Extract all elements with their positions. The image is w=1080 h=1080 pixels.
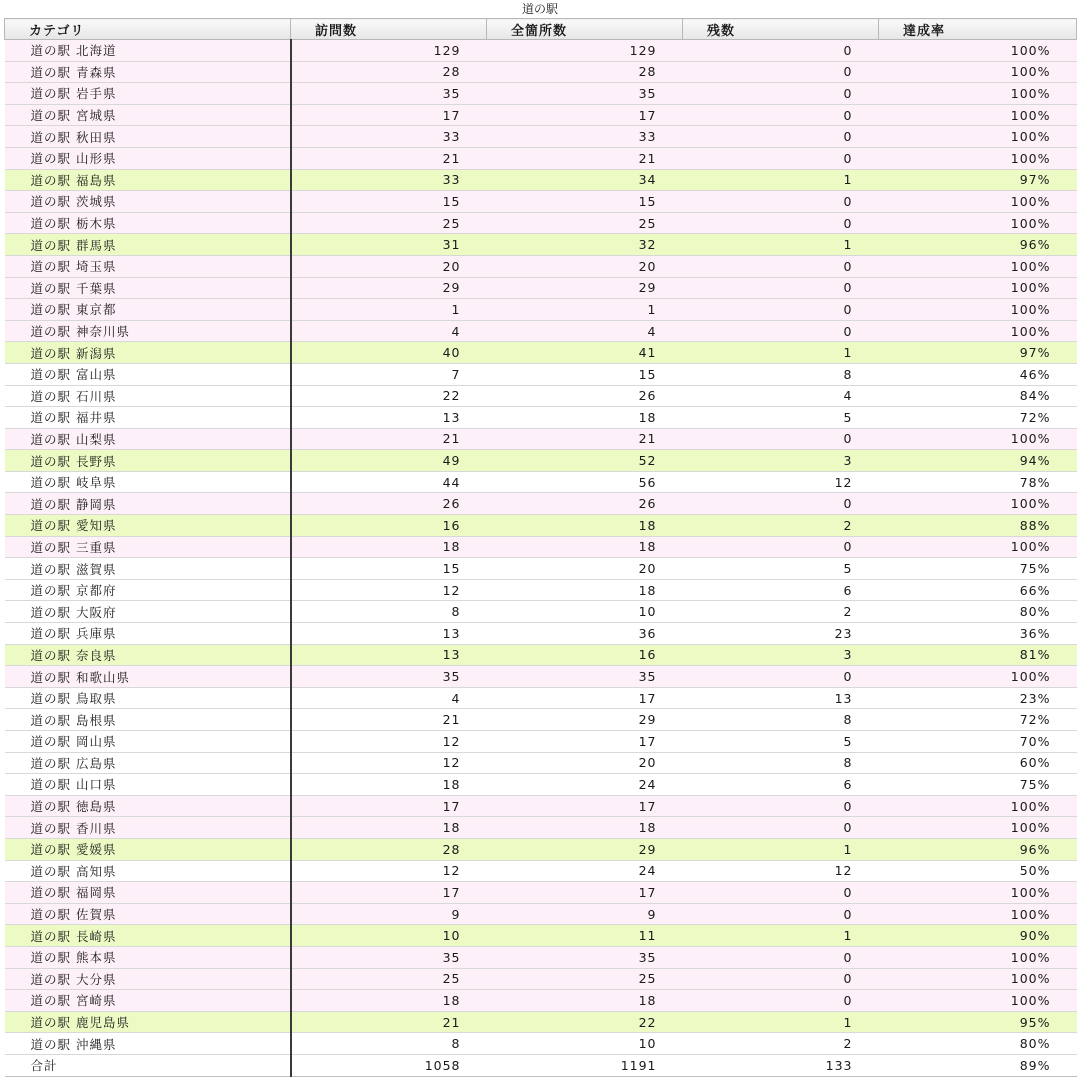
row-visited-cell: 12: [291, 731, 487, 753]
table-row: [5, 623, 1077, 645]
row-visited-cell: 8: [291, 601, 487, 623]
row-remaining-cell: 0: [683, 147, 879, 169]
row-category-cell: 道の駅 山口県: [5, 774, 291, 796]
row-remaining-cell: 0: [683, 299, 879, 321]
table-row: [5, 450, 1077, 472]
table-row: [5, 536, 1077, 558]
row-rate-cell: 60%: [879, 752, 1077, 774]
row-category-cell: 道の駅 広島県: [5, 752, 291, 774]
row-rate-cell: 46%: [879, 363, 1077, 385]
row-rate-cell: 97%: [879, 169, 1077, 191]
row-remaining-cell: 0: [683, 320, 879, 342]
row-visited-cell: 7: [291, 363, 487, 385]
table-row: [5, 191, 1077, 213]
row-rate-cell: 36%: [879, 623, 1077, 645]
row-remaining-cell: 1: [683, 838, 879, 860]
table-row: [5, 579, 1077, 601]
row-visited-cell: 29: [291, 277, 487, 299]
table-row: [5, 277, 1077, 299]
row-rate-cell: 97%: [879, 342, 1077, 364]
row-total-cell: 17: [487, 104, 683, 126]
row-visited-cell: 21: [291, 147, 487, 169]
row-total-cell: 36: [487, 623, 683, 645]
row-category-cell: 道の駅 東京都: [5, 299, 291, 321]
row-remaining-cell: 133: [683, 1054, 879, 1076]
row-visited-cell: 17: [291, 882, 487, 904]
table-row: [5, 795, 1077, 817]
row-rate-cell: 100%: [879, 428, 1077, 450]
row-remaining-cell: 5: [683, 407, 879, 429]
row-visited-cell: 18: [291, 990, 487, 1012]
table-row: [5, 126, 1077, 148]
row-visited-cell: 10: [291, 925, 487, 947]
row-remaining-cell: 0: [683, 536, 879, 558]
row-rate-cell: 100%: [879, 795, 1077, 817]
row-remaining-cell: 8: [683, 709, 879, 731]
table-body: [5, 40, 1077, 1077]
row-rate-cell: 100%: [879, 255, 1077, 277]
row-remaining-cell: 1: [683, 169, 879, 191]
row-visited-cell: 26: [291, 493, 487, 515]
row-rate-cell: 100%: [879, 817, 1077, 839]
row-visited-cell: 15: [291, 191, 487, 213]
row-total-cell: 21: [487, 147, 683, 169]
row-total-cell: 18: [487, 579, 683, 601]
row-category-cell: 道の駅 静岡県: [5, 493, 291, 515]
row-remaining-cell: 0: [683, 493, 879, 515]
row-visited-cell: 21: [291, 428, 487, 450]
row-rate-cell: 23%: [879, 687, 1077, 709]
table-row: [5, 687, 1077, 709]
table-row: [5, 903, 1077, 925]
row-category-cell: 道の駅 秋田県: [5, 126, 291, 148]
row-visited-cell: 4: [291, 320, 487, 342]
row-remaining-cell: 0: [683, 191, 879, 213]
row-total-cell: 20: [487, 752, 683, 774]
row-category-cell: 道の駅 埼玉県: [5, 255, 291, 277]
row-total-cell: 17: [487, 882, 683, 904]
row-rate-cell: 81%: [879, 644, 1077, 666]
stats-table: [4, 18, 1077, 1077]
row-category-cell: 道の駅 三重県: [5, 536, 291, 558]
row-category-cell: 道の駅 島根県: [5, 709, 291, 731]
row-remaining-cell: 6: [683, 579, 879, 601]
row-rate-cell: 100%: [879, 666, 1077, 688]
row-rate-cell: 75%: [879, 774, 1077, 796]
table-row: [5, 255, 1077, 277]
row-rate-cell: 100%: [879, 212, 1077, 234]
row-remaining-cell: 5: [683, 731, 879, 753]
row-total-cell: 4: [487, 320, 683, 342]
row-category-cell: 道の駅 香川県: [5, 817, 291, 839]
row-total-cell: 35: [487, 666, 683, 688]
table-row: [5, 968, 1077, 990]
table-row: [5, 471, 1077, 493]
table-row: [5, 644, 1077, 666]
row-remaining-cell: 0: [683, 903, 879, 925]
row-category-cell: 道の駅 愛知県: [5, 515, 291, 537]
row-remaining-cell: 0: [683, 817, 879, 839]
row-remaining-cell: 1: [683, 925, 879, 947]
row-total-cell: 10: [487, 1033, 683, 1055]
row-category-cell: 道の駅 宮崎県: [5, 990, 291, 1012]
row-visited-cell: 18: [291, 774, 487, 796]
row-visited-cell: 17: [291, 795, 487, 817]
table-row: [5, 169, 1077, 191]
row-rate-cell: 100%: [879, 277, 1077, 299]
row-rate-cell: 95%: [879, 1011, 1077, 1033]
total-row: [5, 1054, 1077, 1076]
row-category-cell: 道の駅 青森県: [5, 61, 291, 83]
row-total-cell: 41: [487, 342, 683, 364]
row-remaining-cell: 0: [683, 126, 879, 148]
row-category-cell: 道の駅 茨城県: [5, 191, 291, 213]
row-visited-cell: 16: [291, 515, 487, 537]
row-visited-cell: 12: [291, 860, 487, 882]
row-category-cell: 道の駅 沖縄県: [5, 1033, 291, 1055]
row-remaining-cell: 23: [683, 623, 879, 645]
row-rate-cell: 88%: [879, 515, 1077, 537]
row-visited-cell: 35: [291, 666, 487, 688]
row-rate-cell: 100%: [879, 299, 1077, 321]
row-category-cell: 道の駅 栃木県: [5, 212, 291, 234]
row-rate-cell: 66%: [879, 579, 1077, 601]
row-visited-cell: 15: [291, 558, 487, 580]
row-rate-cell: 100%: [879, 536, 1077, 558]
table-row: [5, 299, 1077, 321]
row-visited-cell: 21: [291, 1011, 487, 1033]
row-remaining-cell: 2: [683, 1033, 879, 1055]
row-rate-cell: 100%: [879, 147, 1077, 169]
row-remaining-cell: 1: [683, 342, 879, 364]
row-category-cell: 道の駅 群馬県: [5, 234, 291, 256]
row-rate-cell: 84%: [879, 385, 1077, 407]
row-total-cell: 26: [487, 385, 683, 407]
row-rate-cell: 80%: [879, 1033, 1077, 1055]
row-category-cell: 道の駅 大分県: [5, 968, 291, 990]
row-total-cell: 25: [487, 968, 683, 990]
row-remaining-cell: 8: [683, 363, 879, 385]
column-header-rate[interactable]: 達成率: [879, 19, 1077, 40]
row-total-cell: 35: [487, 946, 683, 968]
row-category-cell: 道の駅 長崎県: [5, 925, 291, 947]
row-remaining-cell: 1: [683, 1011, 879, 1033]
row-rate-cell: 96%: [879, 234, 1077, 256]
row-visited-cell: 1: [291, 299, 487, 321]
row-remaining-cell: 2: [683, 515, 879, 537]
row-total-cell: 1191: [487, 1054, 683, 1076]
row-category-cell: 道の駅 福井県: [5, 407, 291, 429]
row-visited-cell: 22: [291, 385, 487, 407]
row-total-cell: 24: [487, 774, 683, 796]
column-header-category[interactable]: カテゴリ: [5, 19, 291, 40]
row-rate-cell: 96%: [879, 838, 1077, 860]
row-rate-cell: 100%: [879, 191, 1077, 213]
row-total-cell: 35: [487, 83, 683, 105]
row-visited-cell: 20: [291, 255, 487, 277]
row-category-cell: 道の駅 新潟県: [5, 342, 291, 364]
row-total-cell: 9: [487, 903, 683, 925]
row-visited-cell: 31: [291, 234, 487, 256]
row-remaining-cell: 0: [683, 795, 879, 817]
row-total-cell: 1: [487, 299, 683, 321]
table-row: [5, 385, 1077, 407]
row-category-cell: 道の駅 富山県: [5, 363, 291, 385]
table-row: [5, 666, 1077, 688]
row-rate-cell: 94%: [879, 450, 1077, 472]
row-visited-cell: 13: [291, 407, 487, 429]
row-visited-cell: 8: [291, 1033, 487, 1055]
row-total-cell: 17: [487, 687, 683, 709]
table-row: [5, 320, 1077, 342]
row-category-cell: 道の駅 愛媛県: [5, 838, 291, 860]
row-visited-cell: 13: [291, 623, 487, 645]
table-row: [5, 882, 1077, 904]
row-category-cell: 道の駅 山形県: [5, 147, 291, 169]
row-remaining-cell: 13: [683, 687, 879, 709]
row-category-cell: 道の駅 京都府: [5, 579, 291, 601]
row-category-cell: 道の駅 滋賀県: [5, 558, 291, 580]
row-total-cell: 34: [487, 169, 683, 191]
row-remaining-cell: 0: [683, 968, 879, 990]
table-row: [5, 363, 1077, 385]
row-rate-cell: 100%: [879, 493, 1077, 515]
table-row: [5, 234, 1077, 256]
row-category-cell: 道の駅 熊本県: [5, 946, 291, 968]
row-total-cell: 22: [487, 1011, 683, 1033]
row-visited-cell: 12: [291, 579, 487, 601]
row-rate-cell: 100%: [879, 882, 1077, 904]
row-visited-cell: 44: [291, 471, 487, 493]
row-visited-cell: 18: [291, 536, 487, 558]
row-rate-cell: 100%: [879, 903, 1077, 925]
row-category-cell: 道の駅 岐阜県: [5, 471, 291, 493]
row-rate-cell: 100%: [879, 946, 1077, 968]
row-total-cell: 56: [487, 471, 683, 493]
table-row: [5, 1033, 1077, 1055]
row-total-cell: 18: [487, 515, 683, 537]
row-remaining-cell: 0: [683, 255, 879, 277]
row-total-cell: 15: [487, 191, 683, 213]
row-total-cell: 24: [487, 860, 683, 882]
row-category-cell: 合計: [5, 1054, 291, 1076]
row-remaining-cell: 0: [683, 882, 879, 904]
row-remaining-cell: 0: [683, 428, 879, 450]
row-category-cell: 道の駅 和歌山県: [5, 666, 291, 688]
row-rate-cell: 80%: [879, 601, 1077, 623]
table-row: [5, 558, 1077, 580]
row-category-cell: 道の駅 岡山県: [5, 731, 291, 753]
table-row: [5, 752, 1077, 774]
row-total-cell: 16: [487, 644, 683, 666]
table-row: [5, 990, 1077, 1012]
row-category-cell: 道の駅 神奈川県: [5, 320, 291, 342]
row-category-cell: 道の駅 佐賀県: [5, 903, 291, 925]
row-category-cell: 道の駅 石川県: [5, 385, 291, 407]
table-row: [5, 946, 1077, 968]
row-remaining-cell: 0: [683, 61, 879, 83]
row-remaining-cell: 0: [683, 277, 879, 299]
row-rate-cell: 100%: [879, 990, 1077, 1012]
column-header-total[interactable]: 全箇所数: [487, 19, 683, 40]
row-visited-cell: 28: [291, 61, 487, 83]
table-row: [5, 407, 1077, 429]
row-remaining-cell: 0: [683, 212, 879, 234]
row-remaining-cell: 12: [683, 860, 879, 882]
row-total-cell: 10: [487, 601, 683, 623]
row-visited-cell: 129: [291, 40, 487, 62]
row-visited-cell: 13: [291, 644, 487, 666]
row-visited-cell: 49: [291, 450, 487, 472]
row-rate-cell: 100%: [879, 40, 1077, 62]
table-row: [5, 731, 1077, 753]
table-row: [5, 774, 1077, 796]
table-row: [5, 342, 1077, 364]
row-category-cell: 道の駅 奈良県: [5, 644, 291, 666]
row-category-cell: 道の駅 宮城県: [5, 104, 291, 126]
row-rate-cell: 72%: [879, 709, 1077, 731]
row-visited-cell: 28: [291, 838, 487, 860]
row-remaining-cell: 0: [683, 666, 879, 688]
row-remaining-cell: 0: [683, 104, 879, 126]
row-total-cell: 17: [487, 731, 683, 753]
row-rate-cell: 100%: [879, 83, 1077, 105]
row-remaining-cell: 4: [683, 385, 879, 407]
table-row: [5, 860, 1077, 882]
row-total-cell: 32: [487, 234, 683, 256]
row-total-cell: 18: [487, 407, 683, 429]
row-category-cell: 道の駅 鹿児島県: [5, 1011, 291, 1033]
row-visited-cell: 40: [291, 342, 487, 364]
table-row: [5, 428, 1077, 450]
row-total-cell: 33: [487, 126, 683, 148]
row-visited-cell: 18: [291, 817, 487, 839]
row-total-cell: 15: [487, 363, 683, 385]
row-total-cell: 129: [487, 40, 683, 62]
row-category-cell: 道の駅 福岡県: [5, 882, 291, 904]
row-remaining-cell: 0: [683, 990, 879, 1012]
row-total-cell: 52: [487, 450, 683, 472]
row-remaining-cell: 0: [683, 40, 879, 62]
table-row: [5, 40, 1077, 62]
row-category-cell: 道の駅 福島県: [5, 169, 291, 191]
row-total-cell: 28: [487, 61, 683, 83]
row-remaining-cell: 0: [683, 83, 879, 105]
table-row: [5, 709, 1077, 731]
row-category-cell: 道の駅 鳥取県: [5, 687, 291, 709]
header-row: [5, 19, 1077, 40]
row-category-cell: 道の駅 長野県: [5, 450, 291, 472]
row-rate-cell: 70%: [879, 731, 1077, 753]
row-rate-cell: 100%: [879, 104, 1077, 126]
row-visited-cell: 17: [291, 104, 487, 126]
row-visited-cell: 21: [291, 709, 487, 731]
row-visited-cell: 25: [291, 212, 487, 234]
table-row: [5, 212, 1077, 234]
row-total-cell: 26: [487, 493, 683, 515]
table-row: [5, 838, 1077, 860]
row-visited-cell: 1058: [291, 1054, 487, 1076]
row-rate-cell: 100%: [879, 61, 1077, 83]
row-rate-cell: 100%: [879, 968, 1077, 990]
row-category-cell: 道の駅 徳島県: [5, 795, 291, 817]
row-total-cell: 20: [487, 255, 683, 277]
row-category-cell: 道の駅 岩手県: [5, 83, 291, 105]
row-total-cell: 29: [487, 709, 683, 731]
row-category-cell: 道の駅 兵庫県: [5, 623, 291, 645]
row-category-cell: 道の駅 大阪府: [5, 601, 291, 623]
table-row: [5, 493, 1077, 515]
table-row: [5, 925, 1077, 947]
table-row: [5, 104, 1077, 126]
table-row: [5, 601, 1077, 623]
table-row: [5, 147, 1077, 169]
row-rate-cell: 50%: [879, 860, 1077, 882]
row-category-cell: 道の駅 山梨県: [5, 428, 291, 450]
page-title: 道の駅: [521, 2, 558, 16]
row-visited-cell: 33: [291, 169, 487, 191]
row-total-cell: 29: [487, 277, 683, 299]
row-category-cell: 道の駅 高知県: [5, 860, 291, 882]
table-row: [5, 817, 1077, 839]
row-category-cell: 道の駅 北海道: [5, 40, 291, 62]
row-visited-cell: 25: [291, 968, 487, 990]
column-header-visited[interactable]: 訪問数: [291, 19, 487, 40]
row-visited-cell: 33: [291, 126, 487, 148]
row-total-cell: 29: [487, 838, 683, 860]
row-remaining-cell: 3: [683, 450, 879, 472]
row-rate-cell: 75%: [879, 558, 1077, 580]
row-total-cell: 18: [487, 990, 683, 1012]
row-remaining-cell: 1: [683, 234, 879, 256]
row-remaining-cell: 5: [683, 558, 879, 580]
table-row: [5, 61, 1077, 83]
column-header-remaining[interactable]: 残数: [683, 19, 879, 40]
row-rate-cell: 78%: [879, 471, 1077, 493]
row-rate-cell: 90%: [879, 925, 1077, 947]
row-category-cell: 道の駅 千葉県: [5, 277, 291, 299]
row-rate-cell: 89%: [879, 1054, 1077, 1076]
row-total-cell: 21: [487, 428, 683, 450]
row-visited-cell: 4: [291, 687, 487, 709]
table-row: [5, 1011, 1077, 1033]
row-visited-cell: 35: [291, 83, 487, 105]
row-total-cell: 20: [487, 558, 683, 580]
row-total-cell: 18: [487, 536, 683, 558]
row-remaining-cell: 3: [683, 644, 879, 666]
row-remaining-cell: 8: [683, 752, 879, 774]
row-remaining-cell: 6: [683, 774, 879, 796]
row-rate-cell: 100%: [879, 320, 1077, 342]
row-total-cell: 25: [487, 212, 683, 234]
row-rate-cell: 72%: [879, 407, 1077, 429]
row-remaining-cell: 2: [683, 601, 879, 623]
table-row: [5, 515, 1077, 537]
row-total-cell: 11: [487, 925, 683, 947]
table-row: [5, 83, 1077, 105]
row-remaining-cell: 0: [683, 946, 879, 968]
row-visited-cell: 35: [291, 946, 487, 968]
row-total-cell: 18: [487, 817, 683, 839]
row-rate-cell: 100%: [879, 126, 1077, 148]
row-total-cell: 17: [487, 795, 683, 817]
row-visited-cell: 12: [291, 752, 487, 774]
row-visited-cell: 9: [291, 903, 487, 925]
row-remaining-cell: 12: [683, 471, 879, 493]
